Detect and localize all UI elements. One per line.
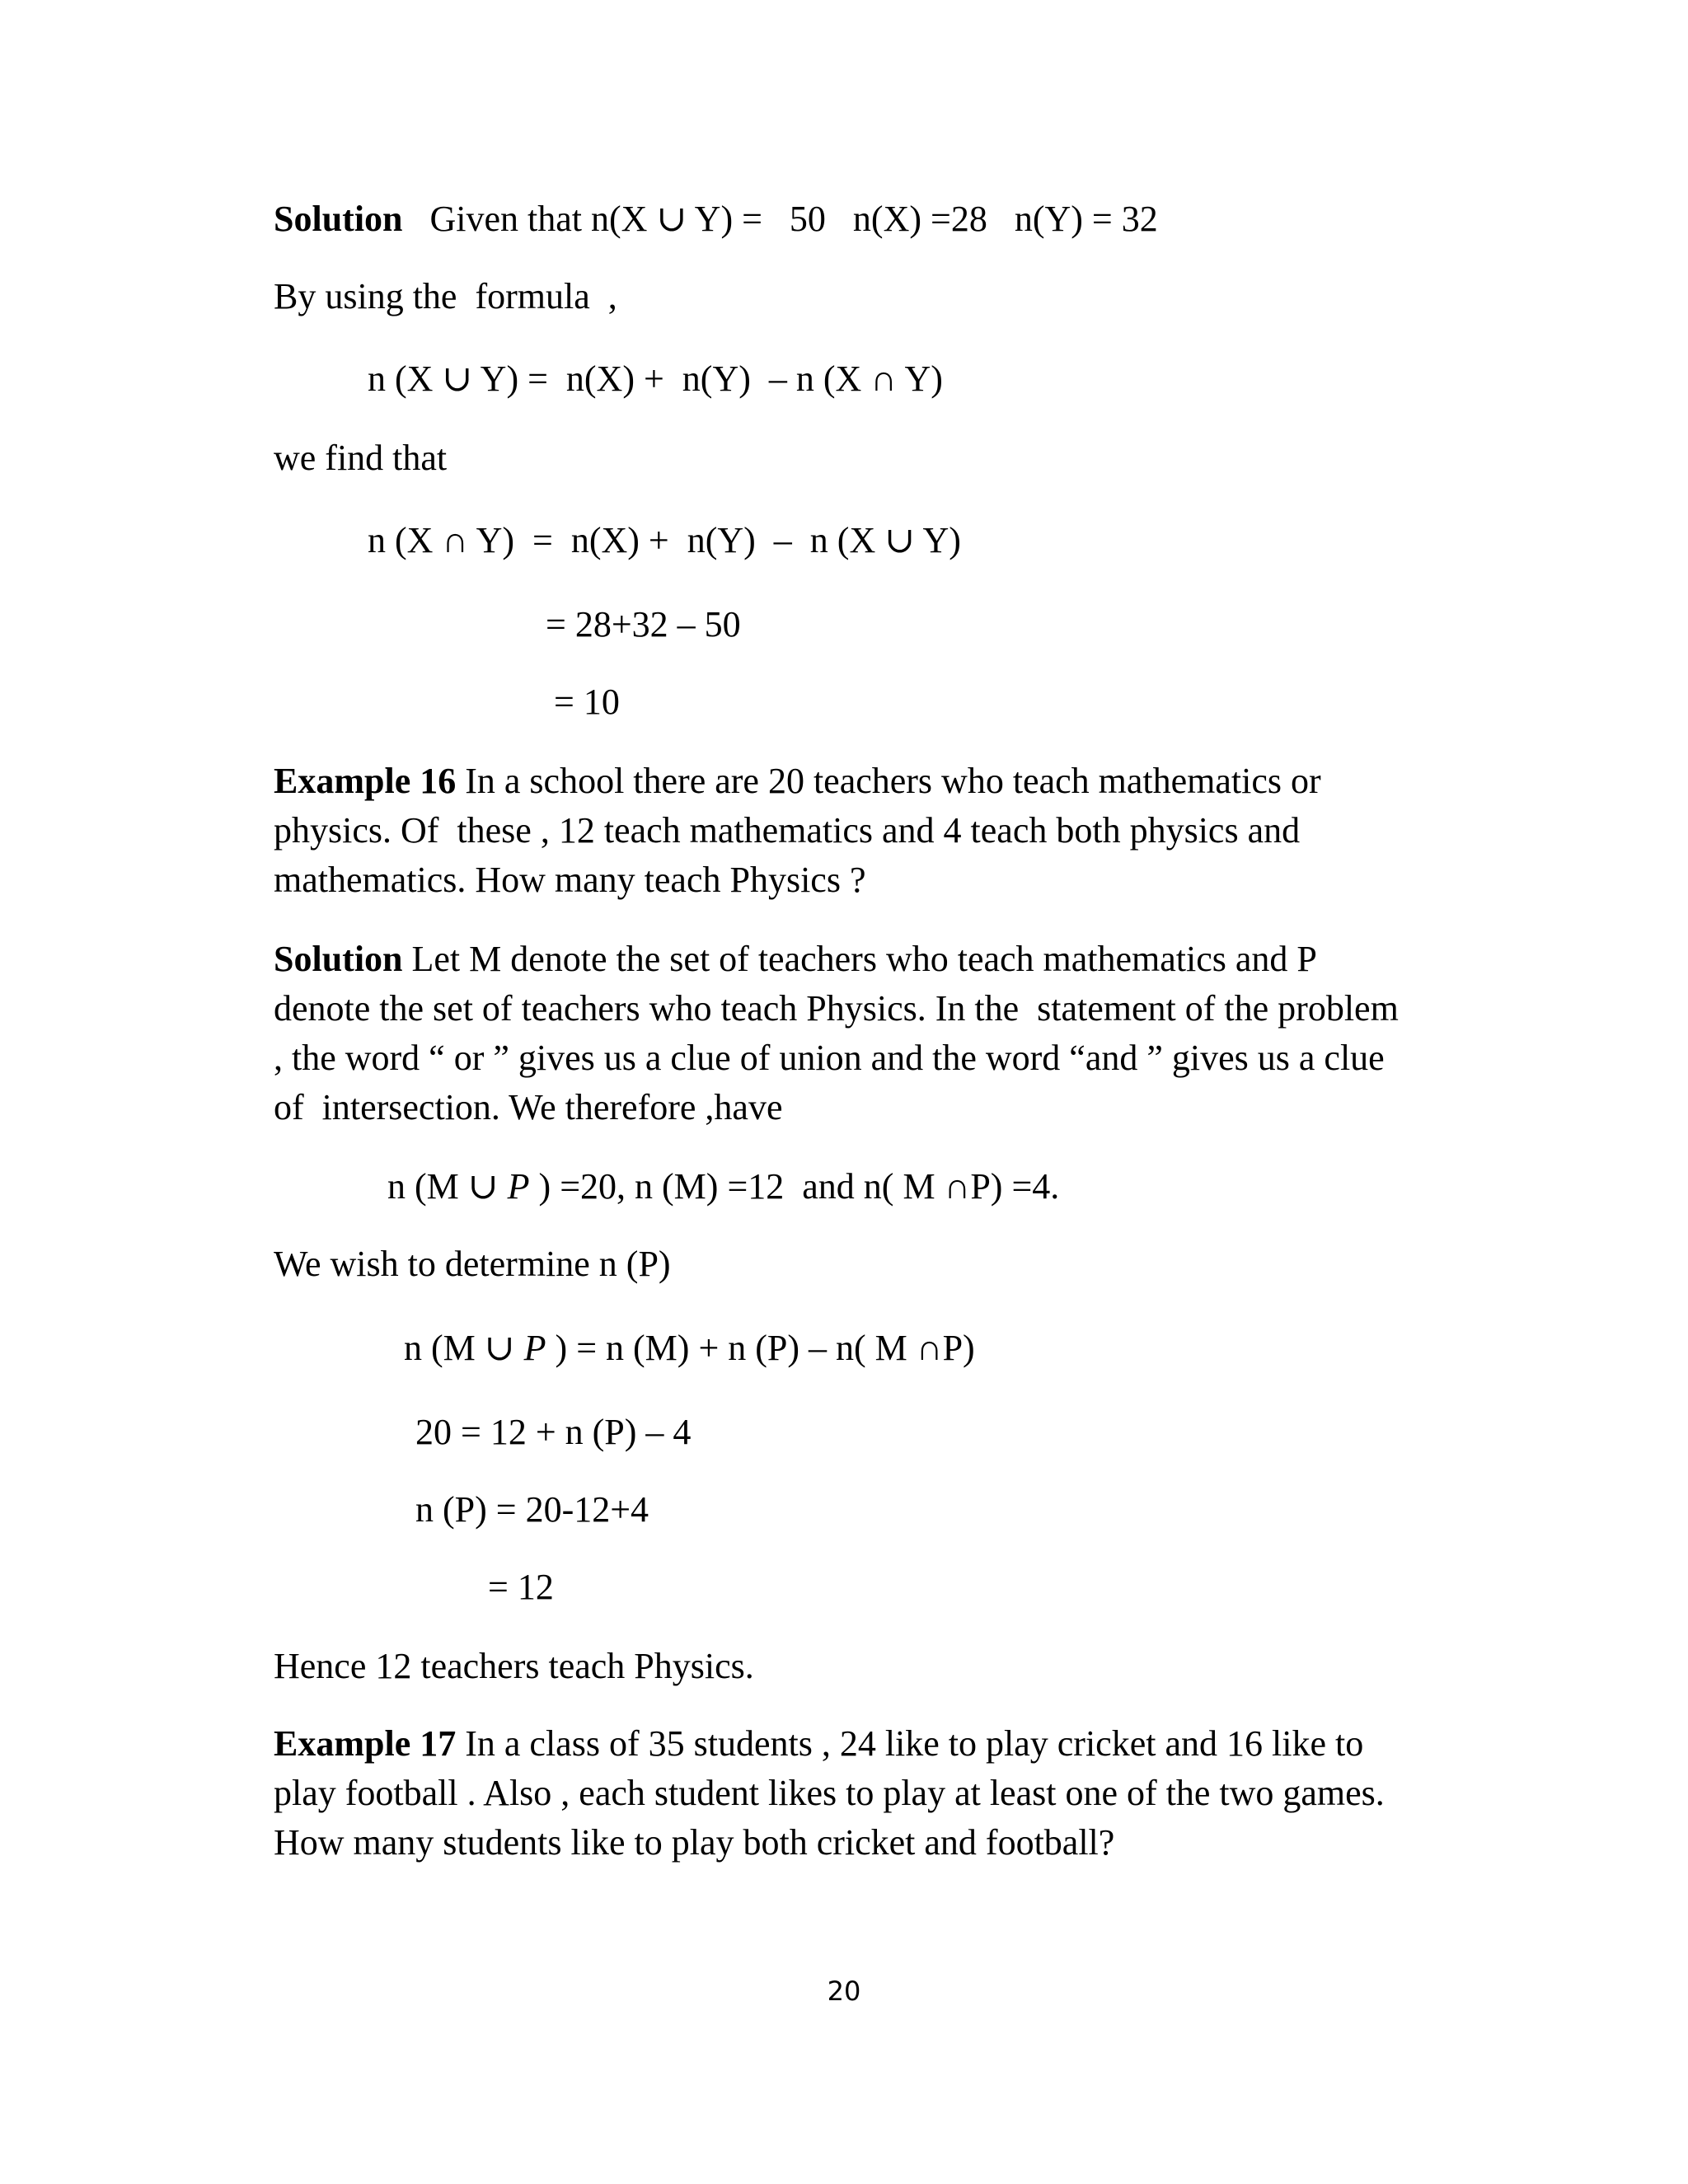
given-text: Given that n(X ∪ Y) = 50 n(X) =28 n(Y) = 32 xyxy=(429,199,1158,239)
intersection-step: n (X ∩ Y) = n(X) + n(Y) – n (X ∪ Y) xyxy=(368,520,961,560)
substituted-equation: 20 = 12 + n (P) – 4 xyxy=(415,1412,692,1452)
example-16-line-1: Example 16 In a school there are 20 teachers who teach mathematics or xyxy=(274,761,1321,801)
example-17-label: Example 17 xyxy=(274,1723,457,1764)
formula-intro: By using the formula , xyxy=(274,276,617,316)
final-result: = 12 xyxy=(488,1567,554,1607)
formula-union: n (X ∪ Y) = n(X) + n(Y) – n (X ∩ Y) xyxy=(368,359,943,399)
wish-text: We wish to determine n (P) xyxy=(274,1244,671,1284)
solution-2-line-3: , the word “ or ” gives us a clue of union and the word “and ” gives us a clue xyxy=(274,1038,1385,1078)
solve-equation: n (P) = 20-12+4 xyxy=(415,1489,649,1530)
substitution-step: = 28+32 – 50 xyxy=(546,604,741,644)
we-find-text: we find that xyxy=(274,438,448,478)
solution-2-label: Solution xyxy=(274,939,403,979)
page-number: 20 xyxy=(827,1975,861,2007)
example-17-line-2: play football . Also , each student likes to play at least one of the two games. xyxy=(274,1773,1385,1813)
solution-2-line-2: denote the set of teachers who teach Physics. In the statement of the problem xyxy=(274,988,1399,1029)
solution-2-line-4: of intersection. We therefore ,have xyxy=(274,1087,783,1127)
solution-2-line-1: Solution Let M denote the set of teachers who teach mathematics and P xyxy=(274,939,1317,979)
result-step: = 10 xyxy=(554,682,620,722)
example-16-line-3: mathematics. How many teach Physics ? xyxy=(274,860,866,900)
solution-label: Solution xyxy=(274,199,403,239)
example-16-label: Example 16 xyxy=(274,761,457,801)
example-17-line-1: Example 17 In a class of 35 students , 24 like to play cricket and 16 like to xyxy=(274,1723,1364,1764)
union-formula-equation: n (M ∪ P ) = n (M) + n (P) – n( M ∩P) xyxy=(404,1328,975,1368)
given-values-equation: n (M ∪ P ) =20, n (M) =12 and n( M ∩P) =4. xyxy=(387,1166,1060,1207)
example-16-line-2: physics. Of these , 12 teach mathematics and 4 teach both physics and xyxy=(274,810,1301,851)
solution-heading-line xyxy=(274,194,1158,244)
conclusion-text: Hence 12 teachers teach Physics. xyxy=(274,1646,754,1686)
example-17-line-3: How many students like to play both cricket and football? xyxy=(274,1822,1115,1863)
